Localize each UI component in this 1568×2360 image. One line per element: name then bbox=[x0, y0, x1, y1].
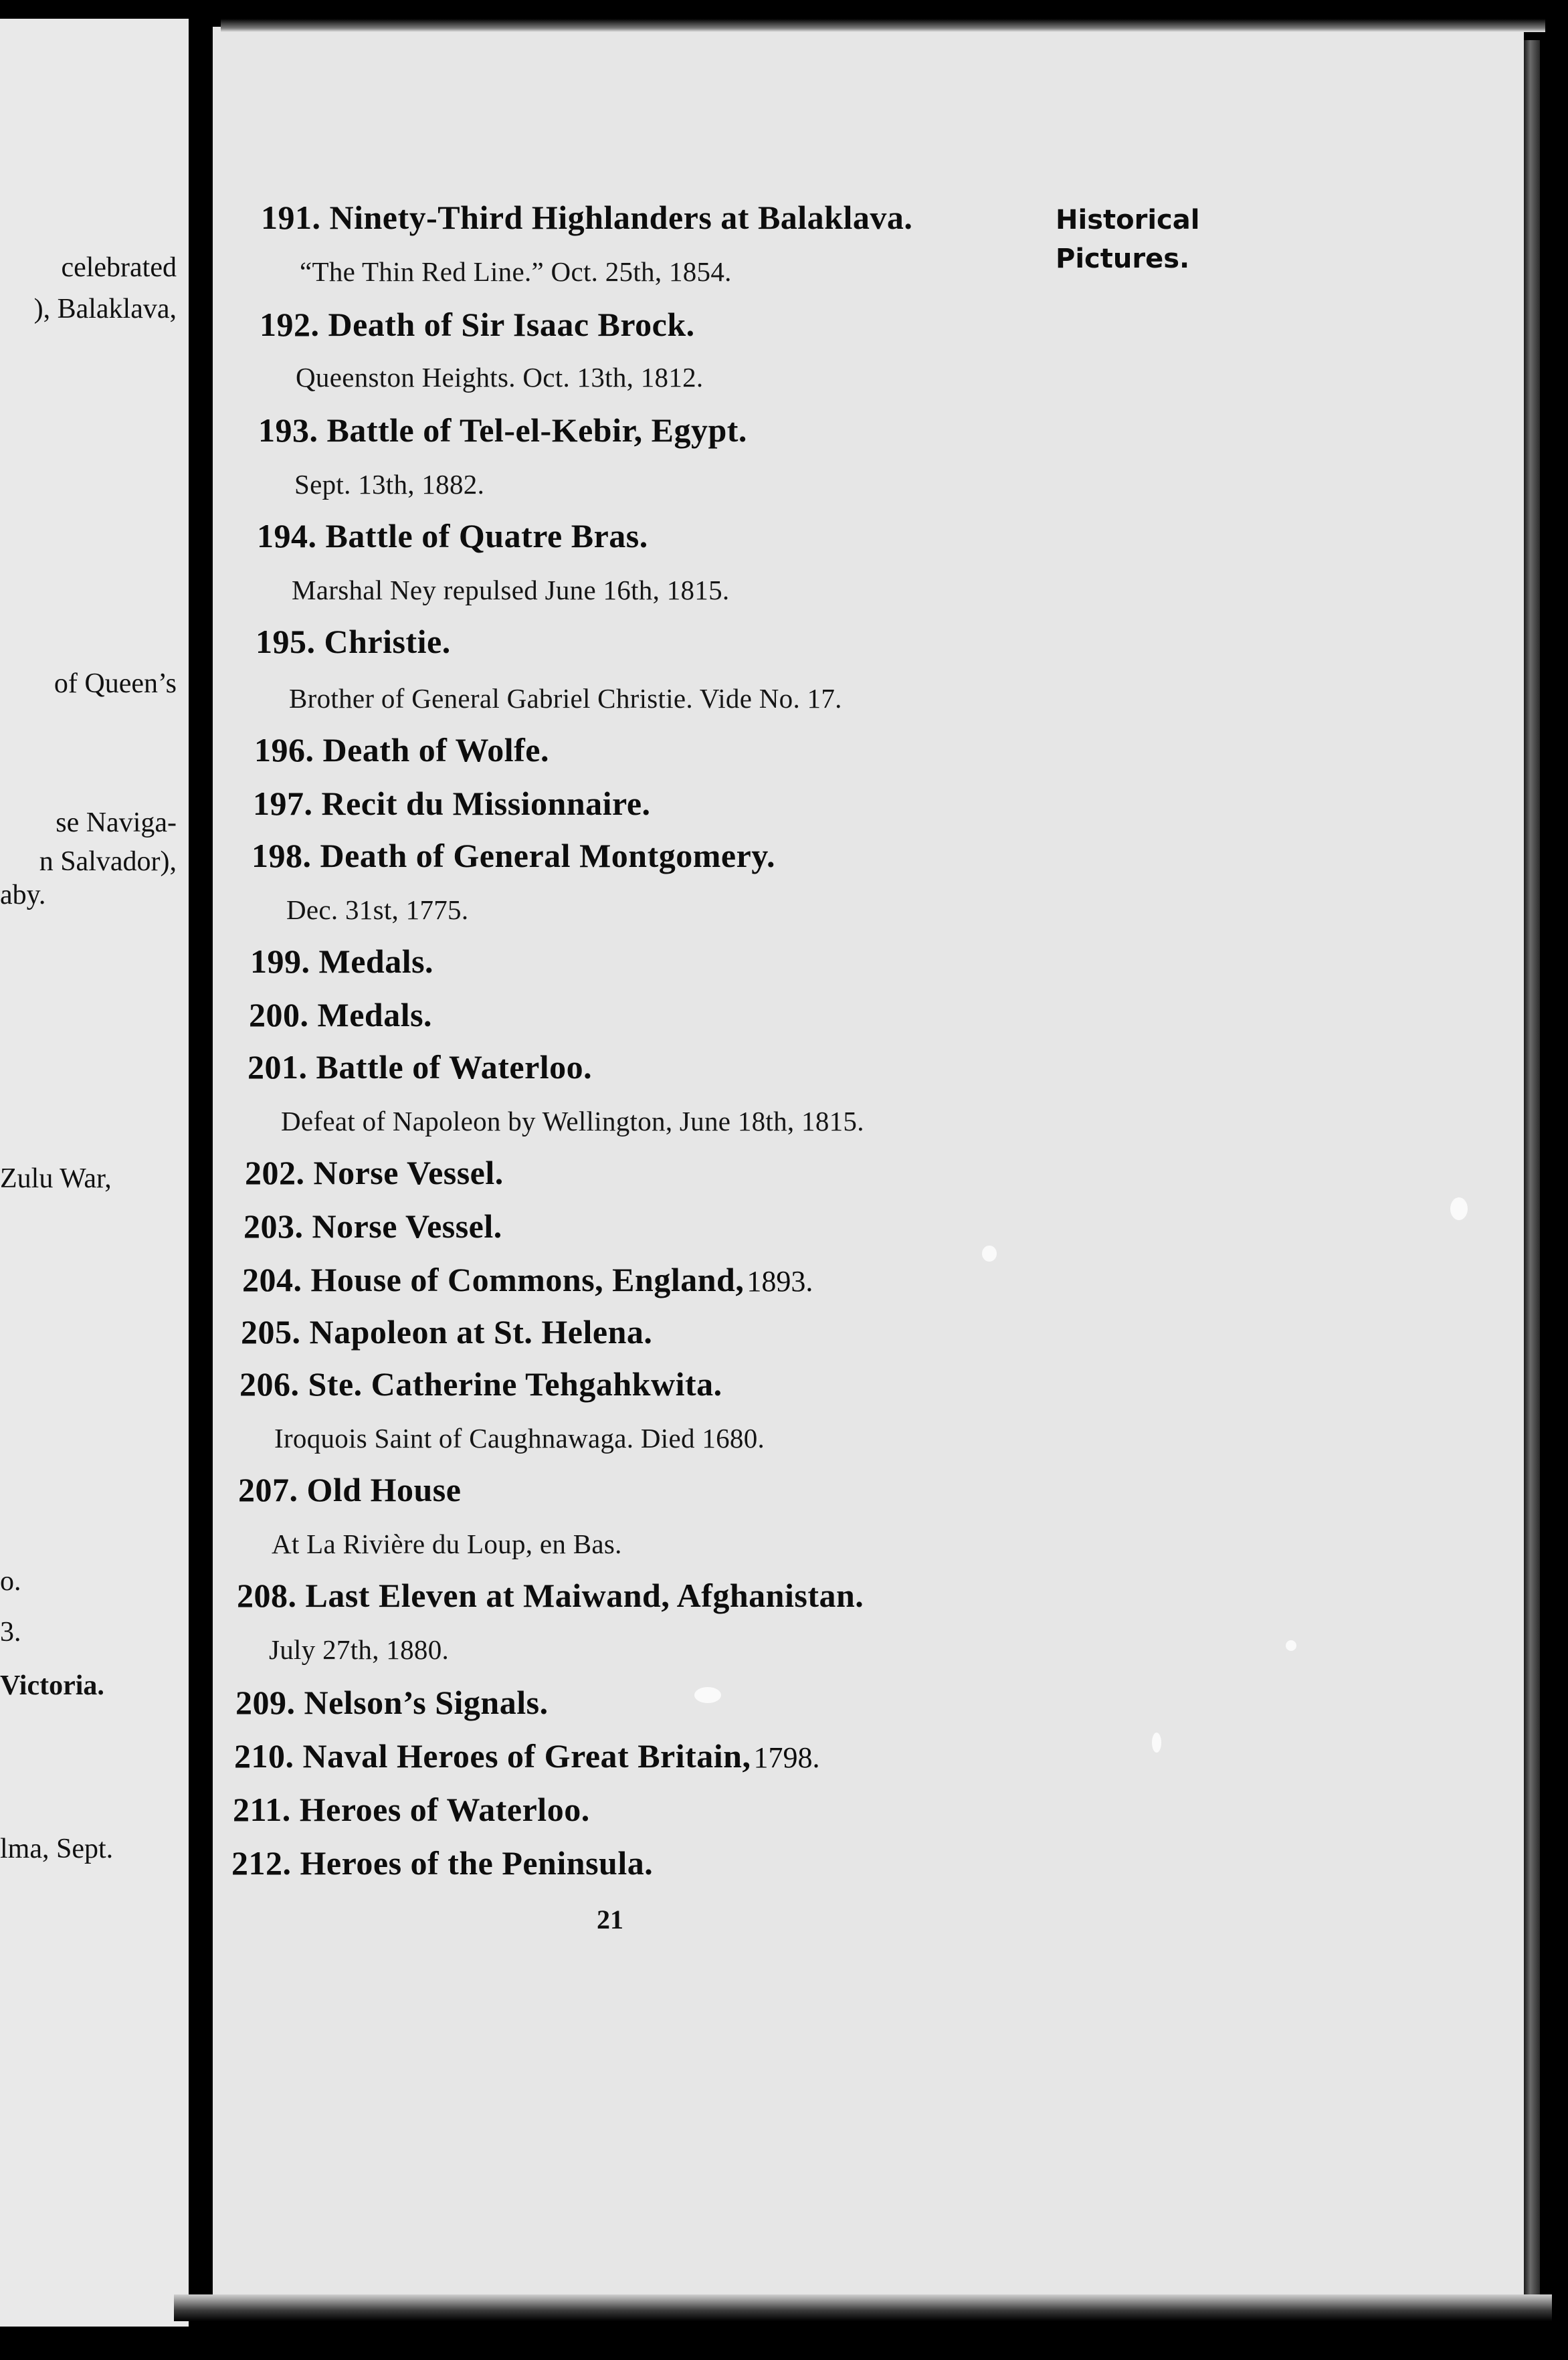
entry-note: Iroquois Saint of Caughnawaga. Died 1680. bbox=[274, 1423, 765, 1454]
entry-title: Battle of Waterloo. bbox=[316, 1048, 593, 1086]
entry-title: House of Commons, England, bbox=[310, 1261, 745, 1298]
entry-number: 210. bbox=[234, 1737, 294, 1775]
left-text-line: aby. bbox=[0, 880, 46, 910]
entry-number: 196. bbox=[254, 731, 314, 769]
left-text-line: n Salvador), bbox=[39, 846, 177, 877]
entry-title: Norse Vessel. bbox=[312, 1207, 502, 1245]
left-text-line: Zulu War, bbox=[0, 1163, 112, 1194]
entry-number: 208. bbox=[237, 1577, 297, 1614]
catalogue-entry bbox=[257, 516, 648, 555]
entry-note: July 27th, 1880. bbox=[269, 1634, 450, 1665]
entry-note: At La Rivière du Loup, en Bas. bbox=[272, 1529, 622, 1559]
entry-number: 211. bbox=[233, 1791, 291, 1828]
catalogue-entry bbox=[253, 784, 651, 823]
entry-number: 207. bbox=[238, 1471, 298, 1508]
entry-title: Last Eleven at Maiwand, Afghanistan. bbox=[305, 1577, 864, 1614]
facing-page-fragment bbox=[0, 19, 189, 2327]
entry-number: 204. bbox=[242, 1261, 302, 1298]
entry-note: Sept. 13th, 1882. bbox=[294, 469, 485, 500]
entry-number: 199. bbox=[250, 943, 310, 980]
entry-title: Heroes of the Peninsula. bbox=[300, 1844, 654, 1882]
entry-note: Brother of General Gabriel Christie. Vide No. 17. bbox=[289, 683, 842, 714]
entry-year: 1798. bbox=[753, 1741, 820, 1774]
entry-number: 195. bbox=[256, 623, 316, 660]
catalogue-entry bbox=[248, 1048, 592, 1086]
catalogue-entry bbox=[254, 730, 549, 769]
entry-title: Old House bbox=[306, 1471, 462, 1508]
entry-year: 1893. bbox=[747, 1265, 813, 1298]
entry-title: Ninety-Third Highlanders at Balaklava. bbox=[329, 199, 913, 236]
scan-speck bbox=[1450, 1197, 1468, 1220]
left-text-line: se Naviga- bbox=[56, 807, 177, 838]
entry-title: Norse Vessel. bbox=[313, 1154, 504, 1191]
entry-number: 194. bbox=[257, 517, 317, 555]
catalogue-entry bbox=[245, 1153, 504, 1192]
entry-title: Napoleon at St. Helena. bbox=[309, 1313, 653, 1351]
entry-note: Dec. 31st, 1775. bbox=[286, 894, 469, 925]
catalogue-entry bbox=[261, 198, 912, 237]
entry-number: 205. bbox=[241, 1313, 301, 1351]
scan-speck bbox=[982, 1246, 997, 1262]
margin-heading bbox=[1056, 201, 1199, 278]
scan-speck bbox=[694, 1687, 721, 1703]
entry-title: Ste. Catherine Tehgahkwita. bbox=[308, 1365, 722, 1403]
catalogue-entry bbox=[252, 836, 775, 875]
entry-number: 203. bbox=[243, 1207, 304, 1245]
entry-note: Defeat of Napoleon by Wellington, June 18th, 1815. bbox=[281, 1106, 864, 1137]
catalogue-entry bbox=[233, 1790, 590, 1829]
page-top-edge bbox=[221, 5, 1545, 32]
scan-speck bbox=[1152, 1733, 1161, 1753]
catalogue-entry bbox=[243, 1207, 502, 1246]
left-text-line: of Queen’s bbox=[54, 668, 177, 699]
entry-number: 191. bbox=[261, 199, 321, 236]
entry-number: 201. bbox=[248, 1048, 308, 1086]
catalogue-entry bbox=[250, 942, 433, 981]
entry-note: Marshal Ney repulsed June 16th, 1815. bbox=[292, 575, 730, 605]
entry-title: Death of Sir Isaac Brock. bbox=[328, 306, 695, 343]
left-text-line: 3. bbox=[0, 1617, 21, 1648]
entry-title: Death of Wolfe. bbox=[322, 731, 549, 769]
entry-title: Medals. bbox=[318, 943, 434, 980]
entry-title: Battle of Quatre Bras. bbox=[325, 517, 648, 555]
margin-heading-line: Historical bbox=[1056, 205, 1200, 235]
page-number: 21 bbox=[597, 1904, 623, 1935]
catalogue-entry bbox=[260, 305, 695, 344]
entry-number: 192. bbox=[260, 306, 320, 343]
entry-title: Recit du Missionnaire. bbox=[321, 785, 651, 822]
left-text-line: ), Balaklava, bbox=[33, 294, 177, 324]
entry-number: 197. bbox=[253, 785, 313, 822]
catalogue-entry bbox=[234, 1737, 819, 1775]
margin-heading-line: Pictures. bbox=[1056, 243, 1190, 274]
left-text-line: o. bbox=[0, 1566, 21, 1597]
entry-title: Christie. bbox=[324, 623, 451, 660]
entry-title: Heroes of Waterloo. bbox=[299, 1791, 590, 1828]
entry-title: Naval Heroes of Great Britain, bbox=[302, 1737, 751, 1775]
entry-number: 200. bbox=[249, 996, 309, 1034]
entry-number: 193. bbox=[258, 411, 318, 449]
catalogue-entry bbox=[231, 1844, 653, 1882]
entry-note: Queenston Heights. Oct. 13th, 1812. bbox=[296, 362, 704, 393]
catalogue-entry bbox=[239, 1365, 722, 1403]
page-right-edge bbox=[1524, 40, 1540, 2308]
left-text-line: celebrated bbox=[61, 252, 177, 283]
catalogue-entry bbox=[237, 1576, 864, 1615]
entry-title: Medals. bbox=[317, 996, 433, 1034]
entry-number: 206. bbox=[239, 1365, 300, 1403]
entry-title: Battle of Tel-el-Kebir, Egypt. bbox=[326, 411, 747, 449]
entry-number: 202. bbox=[245, 1154, 305, 1191]
catalogue-entry bbox=[249, 995, 432, 1034]
entry-number: 212. bbox=[231, 1844, 292, 1882]
book-gutter bbox=[189, 0, 213, 2360]
entry-number: 198. bbox=[252, 837, 312, 874]
catalogue-entry bbox=[256, 622, 451, 661]
entry-number: 209. bbox=[235, 1684, 296, 1721]
scan-speck bbox=[1286, 1640, 1296, 1651]
entry-note: “The Thin Red Line.” Oct. 25th, 1854. bbox=[300, 256, 732, 287]
catalogue-entry bbox=[241, 1312, 652, 1351]
catalogue-entry bbox=[242, 1260, 813, 1299]
left-text-line: lma, Sept. bbox=[0, 1834, 114, 1864]
catalogue-entry bbox=[258, 411, 747, 450]
catalogue-entry bbox=[238, 1470, 461, 1509]
left-text-line: Victoria. bbox=[0, 1670, 104, 1701]
entry-title: Nelson’s Signals. bbox=[304, 1684, 549, 1721]
catalogue-entry bbox=[235, 1683, 549, 1722]
entry-title: Death of General Montgomery. bbox=[320, 837, 776, 874]
page-bottom-edge bbox=[174, 2294, 1552, 2321]
